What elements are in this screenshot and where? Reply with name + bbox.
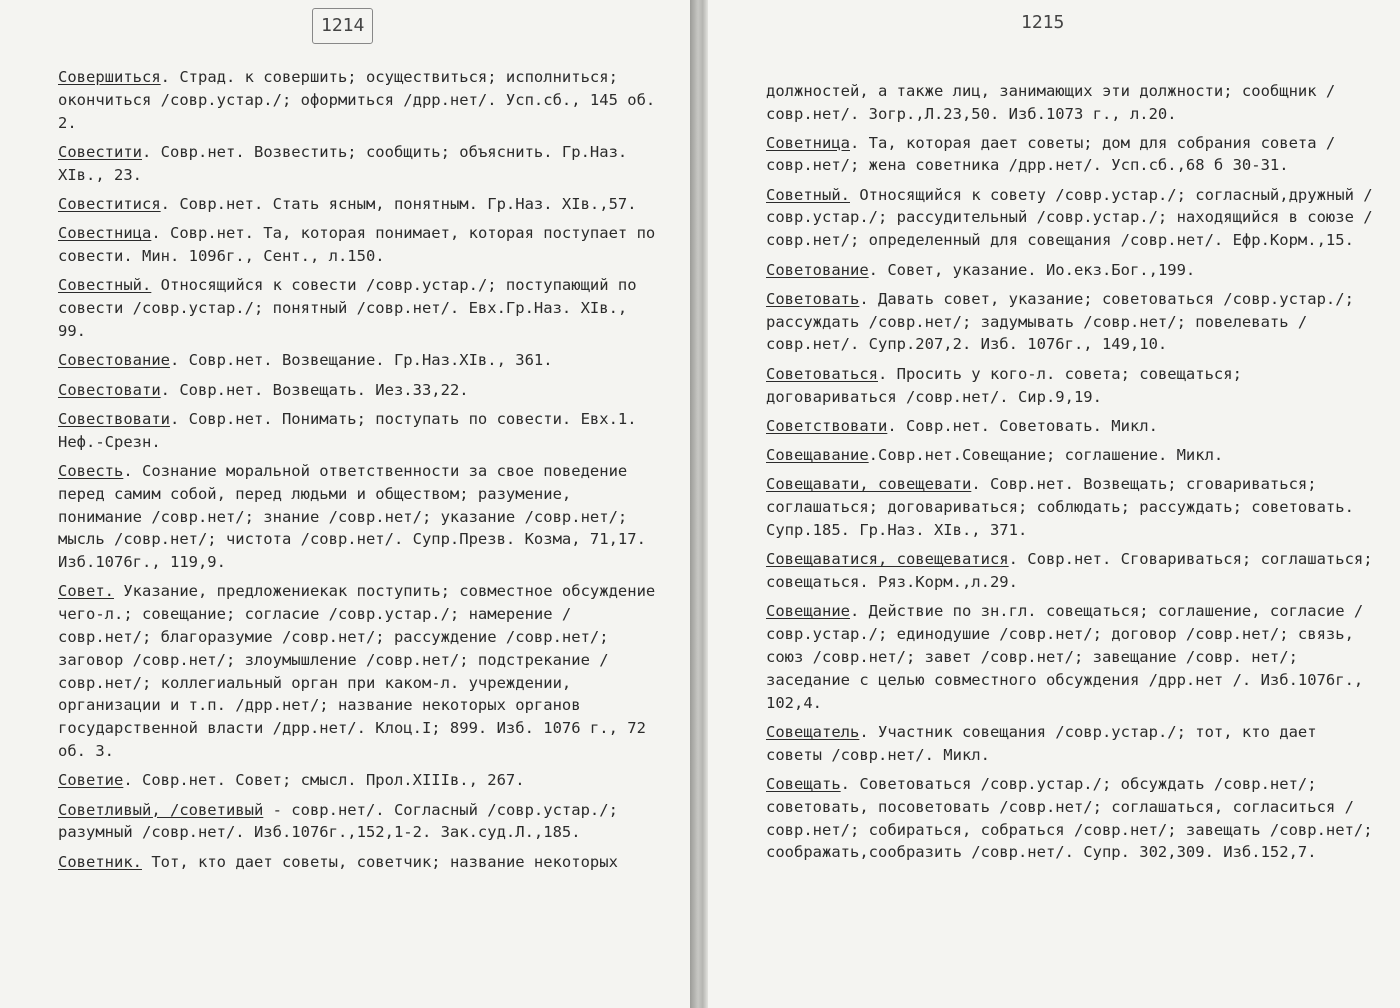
entry-headword: Советница bbox=[766, 133, 850, 152]
entry-headword: Совещавати, совещевати bbox=[766, 475, 972, 494]
entry-definition: . Совет, указание. Ио.екз.Бог.,199. bbox=[868, 260, 1196, 279]
entry-headword: Советливый, /советивый bbox=[58, 800, 264, 819]
entry-headword: Советование bbox=[766, 260, 869, 279]
entry-definition: . Совр.нет. Понимать; поступать по совести. Евх.1. Неф.-Срезн. bbox=[58, 409, 637, 451]
entry-headword: Совесть bbox=[58, 461, 124, 480]
entry-definition: Относящийся к совету /совр.устар./; согласный,дружный /совр.устар./; рассудительный /совр.устар./; находящийся в союзе /совр.нет/; определенный для совещания /совр.нет/. Ефр.Корм.,15. bbox=[766, 185, 1373, 250]
entry-definition: . Совр.нет. Советовать. Микл. bbox=[887, 416, 1158, 435]
entry-headword: Совещание bbox=[766, 602, 850, 621]
entry-definition: . Сознание моральной ответственности за свое поведение перед самим собой, перед людьми и обществом; разумение, понимание /совр.нет/; знание /совр.нет/; указание /совр.нет/; мысль /совр.нет/; чистота /совр.нет/. Супр.Презв. Козма, 71,17. Изб.1076г., 119,9. bbox=[58, 461, 646, 572]
dictionary-entry bbox=[58, 141, 662, 187]
entry-headword: Совещаватися, совещеватися bbox=[766, 550, 1009, 569]
dictionary-entry bbox=[58, 851, 662, 874]
dictionary-entry bbox=[58, 769, 662, 792]
entry-definition: . Участник совещания /совр.устар./; тот, кто дает советы /совр.нет/. Микл. bbox=[766, 722, 1317, 764]
entry-headword: Совеститися bbox=[58, 194, 161, 213]
dictionary-entry bbox=[58, 379, 662, 402]
entry-list-right bbox=[766, 80, 1376, 871]
entry-definition: . Действие по зн.гл. совещаться; соглашение, согласие /совр.устар./; единодушие /совр.нет/; договор /совр.нет/; связь, союз /совр.нет/; завет /совр.нет/; завещание /совр. нет/; заседание с целью совместного обсуждения /дрр.нет /. Изб.1076г., 102,4. bbox=[766, 602, 1364, 712]
entry-headword: Совершиться bbox=[58, 68, 161, 86]
entry-headword: Совещатель bbox=[766, 722, 860, 741]
entry-definition: - совр.нет/. Согласный /совр.устар./; разумный /совр.нет/. Изб.1076г.,152,1-2. Зак.суд.Л.,185. bbox=[58, 800, 618, 842]
entry-definition: . Совр.нет. Возвещание. Гр.Наз.XIв., 361. bbox=[169, 351, 553, 370]
dictionary-entry bbox=[766, 548, 1376, 594]
dictionary-entry bbox=[58, 349, 662, 372]
page-number-right: 1215 bbox=[1021, 12, 1065, 33]
entry-definition: . Совр.нет. Возвещать. Иез.33,22. bbox=[160, 380, 469, 399]
dictionary-entry bbox=[766, 600, 1376, 714]
left-page bbox=[0, 0, 690, 1008]
entry-list-left bbox=[58, 66, 662, 880]
entry-definition: . Давать совет, указание; советоваться /совр.устар./; рассуждать /совр.нет/; задумывать /совр.нет/; повелевать /совр.нет/. Супр.207,2. Изб. 1076г., 149,10. bbox=[766, 289, 1354, 354]
entry-definition: .Совр.нет.Совещание; соглашение. Микл. bbox=[868, 446, 1224, 465]
dictionary-entry bbox=[766, 132, 1376, 178]
dictionary-entry bbox=[58, 274, 662, 342]
dictionary-entry bbox=[766, 444, 1376, 467]
entry-definition: Указание, предложениекак поступить; совместное обсуждение чего-л.; совещание; согласие /совр.устар./; намерение /совр.нет/; благоразумие /совр.нет/; рассуждение /совр.нет/; заговор /совр.нет/; злоумышление /совр.нет/; подстрекание /совр.нет/; коллегиальный орган при каком-л. учреждении, организации и т.п. /дрр.нет/; название некоторых органов государственной власти /дрр.нет/. Клоц.I; 899. Изб. 1076 г., 72 об. 3. bbox=[58, 582, 656, 761]
entry-headword: Совестовати bbox=[58, 380, 161, 399]
entry-definition: . Совр.нет. Сговариваться; соглашаться; совещаться. Ряз.Корм.,л.29. bbox=[766, 550, 1373, 592]
entry-definition: . Совр.нет. Возвещать; сговариваться; соглашаться; договариваться; соблюдать; рассуждать; советовать. Супр.185. Гр.Наз. XIв., 371. bbox=[766, 475, 1354, 540]
dictionary-entry bbox=[58, 460, 662, 574]
entry-headword: Советие bbox=[58, 771, 124, 790]
dictionary-entry bbox=[766, 773, 1376, 864]
page-number-left: 1214 bbox=[312, 8, 373, 44]
entry-headword: Советовать bbox=[766, 289, 860, 308]
entry-continuation: должностей, а также лиц, занимающих эти должности; сообщник /совр.нет/. Зогр.,Л.23,50. Изб.1073 г., л.20. bbox=[766, 82, 1336, 123]
entry-headword: Советоваться bbox=[766, 364, 878, 383]
entry-headword: Советствовати bbox=[766, 416, 888, 435]
entry-headword: Совет. bbox=[58, 582, 114, 601]
dictionary-entry bbox=[766, 473, 1376, 541]
book-gutter bbox=[690, 0, 708, 1008]
right-page bbox=[708, 0, 1400, 1008]
dictionary-entry bbox=[58, 799, 662, 845]
dictionary-entry bbox=[766, 721, 1376, 767]
entry-definition: . Советоваться /совр.устар./; обсуждать /совр.нет/; советовать, посоветовать /совр.нет/; соглашаться, согласиться /совр.нет/; собираться, собраться /совр.нет/; завещать /совр.нет/; соображать,сообразить /совр.нет/. Супр. 302,309. Изб.152,7. bbox=[766, 775, 1373, 862]
dictionary-entry bbox=[58, 222, 662, 268]
dictionary-entry bbox=[766, 415, 1376, 438]
entry-definition: Относящийся к совести /совр.устар./; поступающий по совести /совр.устар./; понятный /совр.нет/. Евх.Гр.Наз. XIв., 99. bbox=[58, 276, 637, 340]
entry-headword: Совестование bbox=[58, 351, 170, 370]
entry-definition: . Совр.нет. Та, которая понимает, которая поступает по совести. Мин. 1096г., Сент., л.150. bbox=[58, 224, 656, 266]
dictionary-entry bbox=[58, 408, 662, 454]
entry-definition: . Та, которая дает советы; дом для собрания совета /совр.нет/; жена советника /дрр.нет/. Усп.сб.,68 б 30-31. bbox=[766, 133, 1336, 175]
entry-headword: Совестный. bbox=[58, 276, 152, 295]
dictionary-entry bbox=[766, 363, 1376, 409]
entry-definition: . Просить у кого-л. совета; совещаться; договариваться /совр.нет/. Сир.9,19. bbox=[766, 364, 1242, 406]
dictionary-entry bbox=[766, 259, 1376, 282]
entry-headword: Совещавание bbox=[766, 446, 869, 465]
entry-headword: Совестити bbox=[58, 142, 142, 161]
dictionary-entry bbox=[766, 184, 1376, 252]
entry-headword: Советник. bbox=[58, 852, 142, 871]
entry-definition: Тот, кто дает советы, советчик; название некоторых bbox=[142, 852, 618, 871]
entry-headword: Совестница bbox=[58, 224, 152, 243]
entry-definition: . Совр.нет. Совет; смысл. Прол.XIIIв., 267. bbox=[123, 771, 525, 790]
entry-definition: . Совр.нет. Стать ясным, понятным. Гр.Наз. XIв.,57. bbox=[160, 194, 637, 213]
entry-definition: . Страд. к совершить; осуществиться; исполниться; окончиться /совр.устар./; оформиться /дрр.нет/. Усп.сб., 145 об. 2. bbox=[58, 68, 656, 132]
entry-headword: Советный. bbox=[766, 185, 850, 204]
dictionary-entry bbox=[58, 66, 662, 134]
dictionary-entry bbox=[58, 193, 662, 216]
entry-headword: Совещать bbox=[766, 775, 841, 794]
dictionary-entry bbox=[58, 580, 662, 762]
entry-headword: Совествовати bbox=[58, 409, 170, 428]
dictionary-entry bbox=[766, 288, 1376, 356]
entry-definition: . Совр.нет. Возвестить; сообщить; объяснить. Гр.Наз. XIв., 23. bbox=[58, 142, 628, 184]
